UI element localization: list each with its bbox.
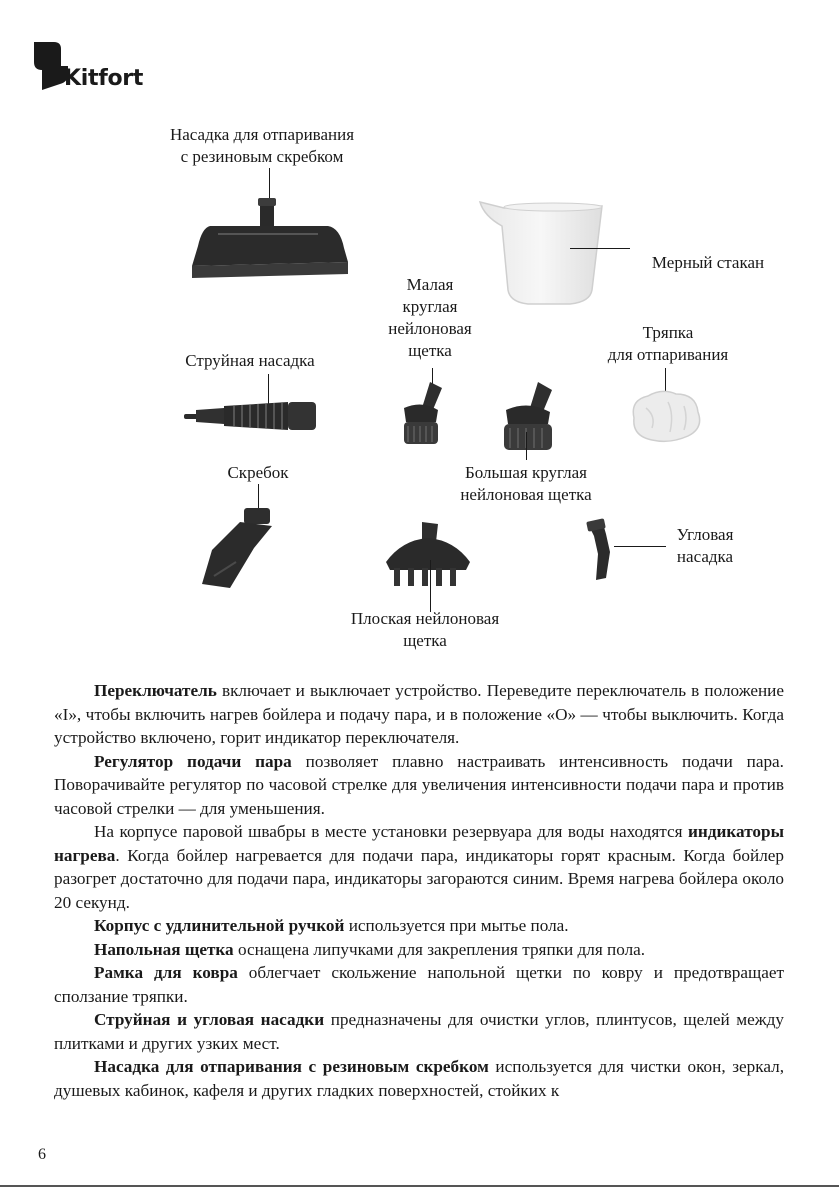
leader-line bbox=[570, 248, 630, 249]
leader-line bbox=[526, 432, 527, 460]
scraper-image bbox=[200, 504, 276, 590]
label-cloth: Тряпка для отпаривания bbox=[607, 323, 729, 364]
label-steam-nozzle-scraper: Насадка для отпаривания с резиновым скребком bbox=[169, 125, 355, 166]
leader-line bbox=[430, 560, 431, 612]
paragraph: Напольная щетка оснащена липучками для закрепления тряпки для пола. bbox=[94, 939, 646, 959]
leader-line bbox=[614, 546, 666, 547]
page-number: 6 bbox=[38, 1146, 46, 1163]
paragraph: Переключатель включает и выключает устройство. Переведите переключатель в положение «I», чтобы включить нагрев бойлера и подачу пара, и в положение «O» — чтобы выключить. Когда устройство включено, горит индикатор переключателя. bbox=[54, 681, 784, 747]
brand-name: Kitfort bbox=[64, 66, 144, 91]
label-scraper: Скребок bbox=[227, 463, 289, 482]
description-text bbox=[54, 679, 784, 1102]
label-large-round-brush: Большая круглая нейлоновая щетка bbox=[460, 463, 592, 504]
label-small-round-brush: Малая круглая нейлоновая щетка bbox=[388, 275, 472, 360]
paragraph: Рамка для ковра облегчает скольжение напольной щетки по ковру и предотвращает сползание тряпки. bbox=[54, 963, 785, 1006]
paragraph: Регулятор подачи пара позволяет плавно настраивать интенсивность подачи пара. Поворачивайте регулятор по часовой стрелке для увеличения интенсивности подачи пара и против часовой стрелки — для уменьшения. bbox=[54, 751, 784, 818]
flat-brush-image bbox=[382, 518, 474, 590]
bottom-divider bbox=[0, 1185, 839, 1187]
paragraph: Корпус с удлинительной ручкой используется при мытье пола. bbox=[94, 916, 569, 935]
label-measuring-cup: Мерный стакан bbox=[651, 253, 765, 272]
label-flat-brush: Плоская нейлоновая щетка bbox=[350, 609, 500, 650]
large-round-brush-image bbox=[496, 378, 566, 456]
steam-nozzle-scraper-image bbox=[188, 190, 352, 282]
jet-nozzle-image bbox=[184, 400, 318, 432]
label-jet-nozzle: Струйная насадка bbox=[185, 351, 315, 370]
brand-logo bbox=[34, 40, 154, 98]
paragraph: На корпусе паровой швабры в месте установки резервуара для воды находятся индикаторы нагрева. Когда бойлер нагревается для подачи пара, индикаторы горят красным. Когда бойлер разогрет достаточно для подачи пара, индикаторы загораются синим. Время нагрева бойлера около 20 секунд. bbox=[54, 822, 784, 912]
small-round-brush-image bbox=[394, 378, 456, 450]
paragraph: Струйная и угловая насадки предназначены для очистки углов, плинтусов, щелей между плитками и других узких мест. bbox=[54, 1010, 784, 1053]
label-angle-nozzle: Угловая насадка bbox=[676, 525, 734, 566]
angle-nozzle-image bbox=[584, 516, 620, 584]
cloth-image bbox=[626, 388, 704, 444]
paragraph: Насадка для отпаривания с резиновым скребком используется для чистки окон, зеркал, душевых кабинок, кафеля и других гладких поверхностей, стойких к bbox=[54, 1057, 784, 1100]
